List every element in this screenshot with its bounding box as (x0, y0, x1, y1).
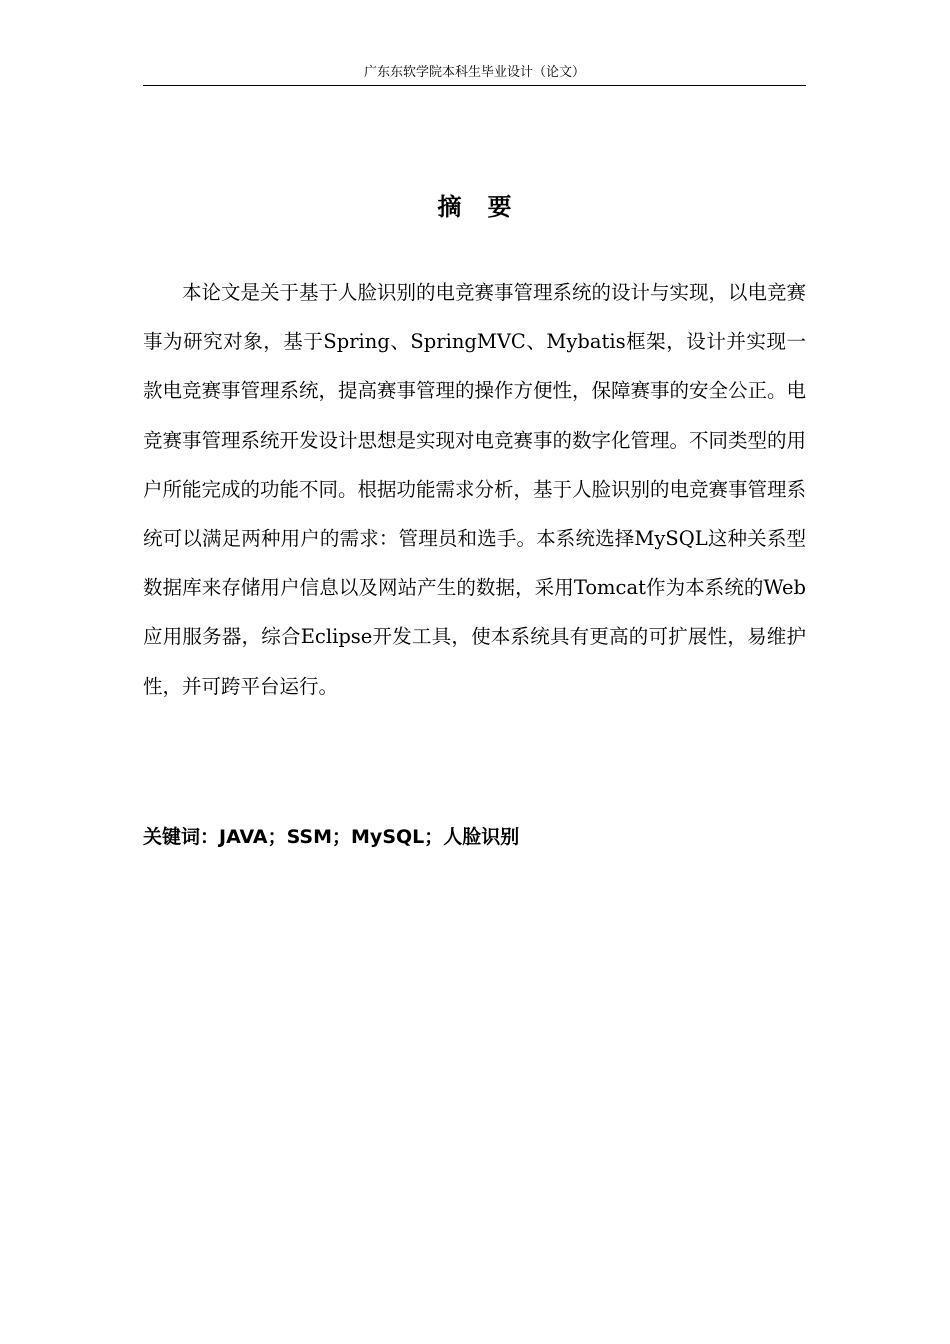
running-header: 广东东软学院本科生毕业设计（论文） (363, 65, 585, 80)
keywords-line: 关键词：JAVA；SSM；MySQL；人脸识别 (143, 826, 520, 848)
abstract-title (143, 190, 806, 224)
abstract-body: 本论文是关于基于人脸识别的电竞赛事管理系统的设计与实现，以电竞赛事为研究对象，基于Spring、SpringMVC、Mybatis框架，设计并实现一款电竞赛事管理系统，提高赛事管理的操作方便性，保障赛事的安全公正。电竞赛事管理系统开发设计思想是实现对电竞赛事的数字化管理。不同类型的用户所能完成的功能不同。根据功能需求分析，基于人脸识别的电竞赛事管理系统可以满足两种用户的需求：管理员和选手。本系统选择MySQL这种关系型数据库来存储用户信息以及网站产生的数据，采用Tomcat作为本系统的Web应用服务器，综合Eclipse开发工具，使本系统具有更高的可扩展性，易维护性，并可跨平台运行。 (143, 281, 807, 698)
header-rule (143, 85, 806, 86)
abstract-title-char-2: 要 (487, 193, 512, 221)
abstract-title-char-1: 摘 (437, 193, 462, 221)
